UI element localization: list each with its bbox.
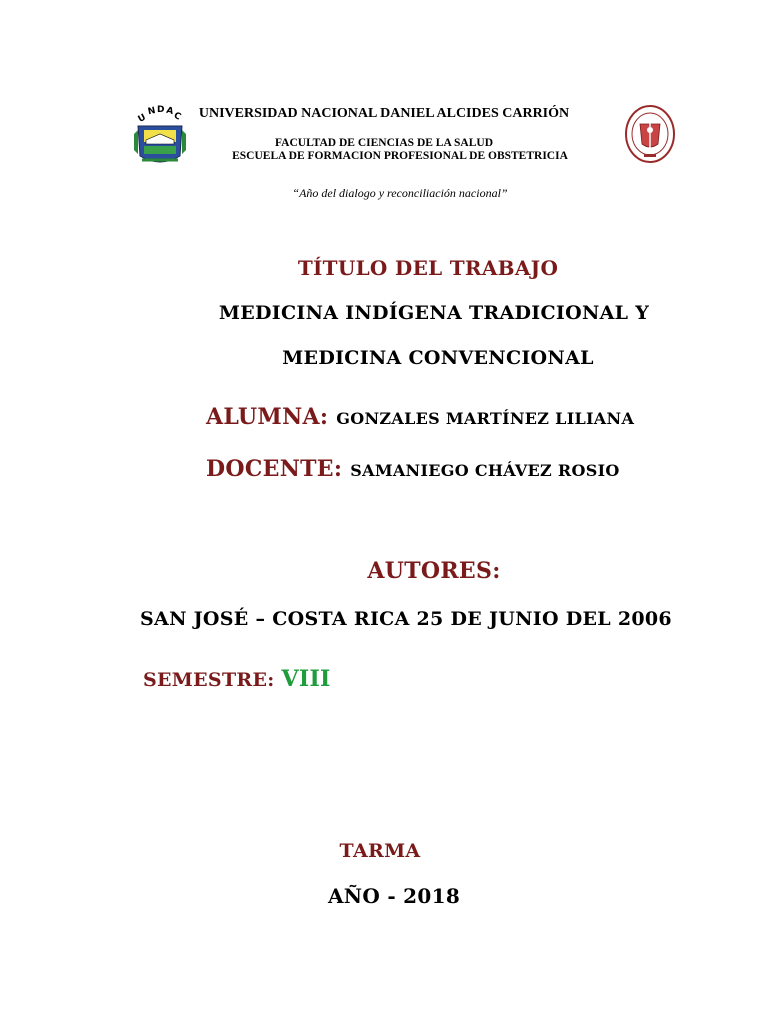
city: TARMA bbox=[339, 840, 421, 862]
logo-letter: U bbox=[136, 112, 148, 125]
student-row bbox=[206, 404, 634, 430]
student-label: ALUMNA: bbox=[206, 404, 329, 430]
svg-text:N: N bbox=[147, 105, 157, 118]
svg-text:D: D bbox=[157, 105, 165, 115]
work-title-line-1: MEDICINA INDÍGENA TRADICIONAL Y bbox=[218, 302, 650, 324]
semester-label: SEMESTRE: bbox=[143, 669, 275, 691]
university-name: UNIVERSIDAD NACIONAL DANIEL ALCIDES CARRIÓN bbox=[198, 106, 570, 121]
semester-value: VIII bbox=[281, 666, 331, 692]
semester-row bbox=[143, 666, 331, 692]
year: AÑO - 2018 bbox=[327, 884, 461, 908]
svg-text:A: A bbox=[165, 105, 175, 118]
teacher-name: SAMANIEGO CHÁVEZ ROSIO bbox=[350, 461, 620, 480]
work-title-line-2: MEDICINA CONVENCIONAL bbox=[282, 347, 594, 369]
title-label: TÍTULO DEL TRABAJO bbox=[297, 256, 559, 280]
place-date: SAN JOSÉ – COSTA RICA 25 DE JUNIO DEL 2006 bbox=[140, 608, 672, 630]
authors-label: AUTORES: bbox=[367, 558, 501, 584]
faculty-name: FACULTAD DE CIENCIAS DE LA SALUD bbox=[274, 137, 493, 149]
school-name: ESCUELA DE FORMACION PROFESIONAL DE OBSTETRICIA bbox=[232, 150, 568, 162]
teacher-label: DOCENTE: bbox=[206, 456, 343, 482]
year-motto: “Año del dialogo y reconciliación nacional” bbox=[292, 186, 508, 200]
svg-text:C: C bbox=[171, 110, 183, 123]
teacher-row bbox=[206, 456, 620, 482]
student-name: GONZALES MARTÍNEZ LILIANA bbox=[336, 409, 635, 428]
